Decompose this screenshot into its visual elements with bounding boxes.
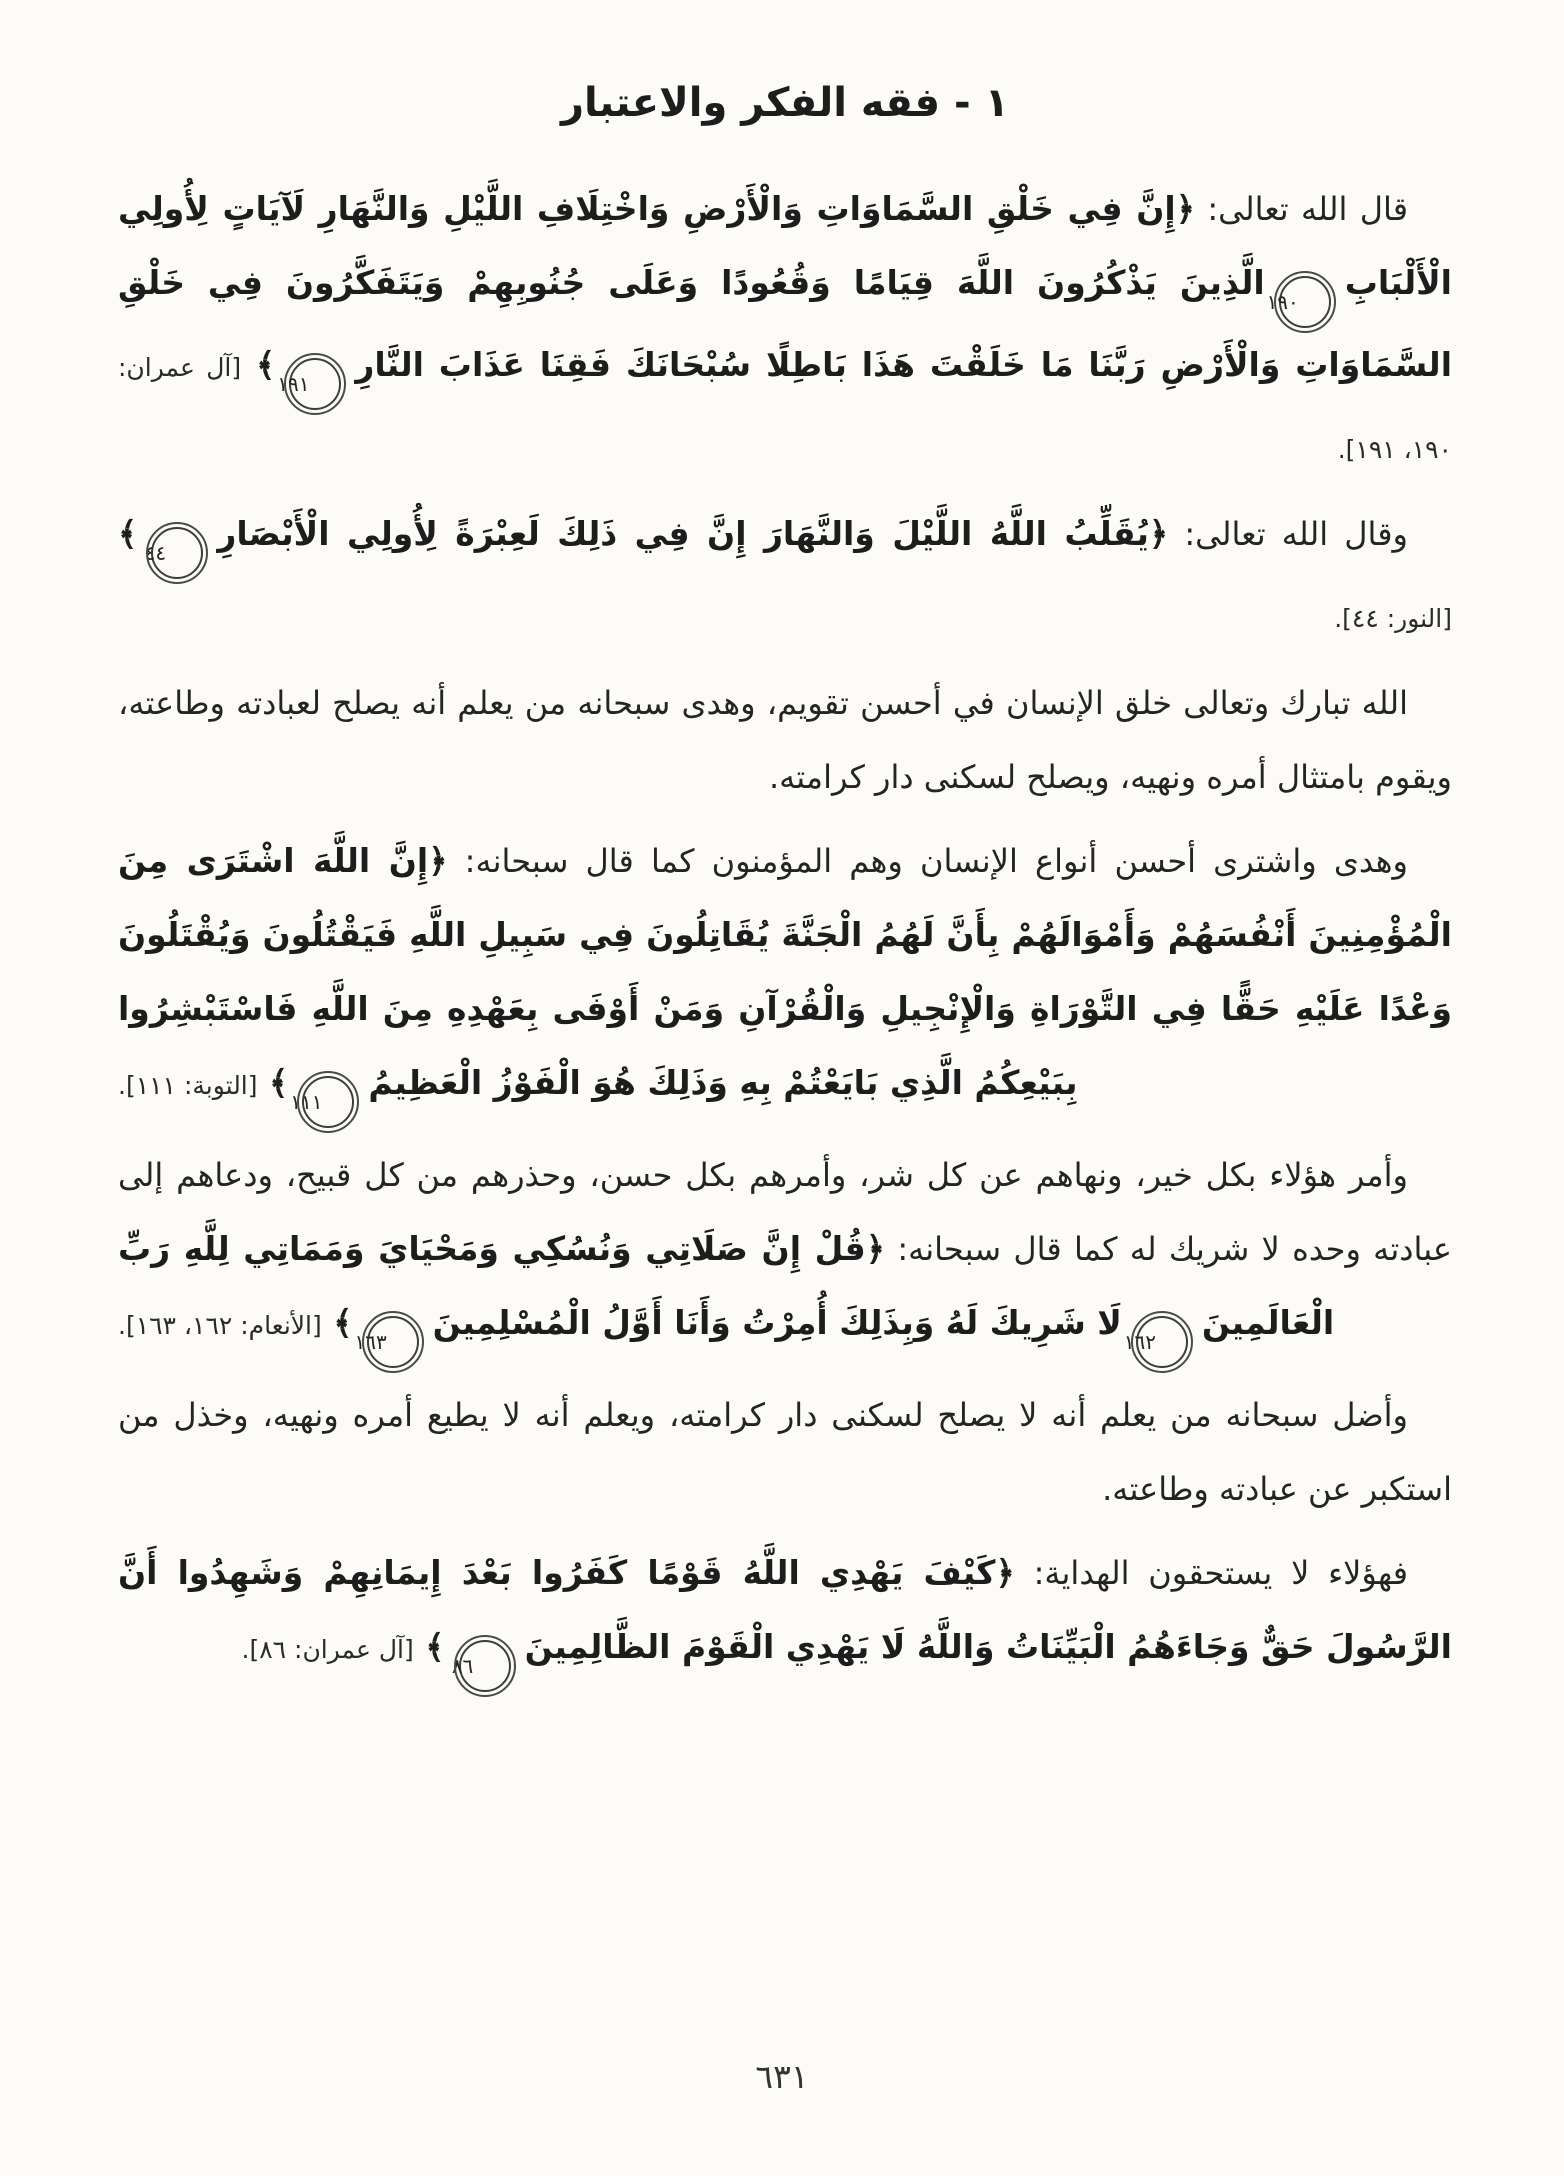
paragraph-commentary-misguidance — [118, 1378, 1452, 1526]
verse-number-badge: ١١١ — [302, 1076, 354, 1128]
quran-open-ornament: ﴿ — [1175, 189, 1196, 228]
quran-open-ornament: ﴿ — [865, 1229, 886, 1268]
quran-verse-text: قُلْ إِنَّ صَلَاتِي وَنُسُكِي وَمَحْيَايَ وَمَمَاتِي لِلَّهِ رَبِّ الْعَالَمِينَ — [118, 1229, 1335, 1342]
paragraph-quote-an-nur-44 — [118, 497, 1452, 656]
verse-number-badge: ١٩١ — [289, 358, 341, 410]
quran-verse-text: لَا شَرِيكَ لَهُ وَبِذَلِكَ أُمِرْتُ وَأَنَا أَوَّلُ الْمُسْلِمِينَ — [432, 1303, 1122, 1342]
paragraph-quote-at-tawbah-111 — [118, 824, 1452, 1128]
verse-citation: [الأنعام: ١٦٢، ١٦٣]. — [118, 1311, 322, 1340]
paragraph-quote-al-anam-162-163 — [118, 1138, 1452, 1368]
paragraph-commentary-creation — [118, 666, 1452, 814]
quran-verse-text: إِنَّ اللَّهَ اشْتَرَى مِنَ الْمُؤْمِنِينَ أَنْفُسَهُمْ وَأَمْوَالَهُمْ بِأَنَّ لَهُمُ الْجَنَّةَ يُقَاتِلُونَ فِي سَبِيلِ اللَّهِ فَيَقْتُلُونَ وَيُقْتَلُونَ وَعْدًا عَلَيْهِ حَقًّا فِي التَّوْرَاةِ وَالْإِنْجِيلِ وَالْقُرْآنِ وَمَنْ أَوْفَى بِعَهْدِهِ مِنَ اللَّهِ فَاسْتَبْشِرُوا بِبَيْعِكُمُ الَّذِي بَايَعْتُمْ بِهِ وَذَلِكَ هُوَ الْفَوْزُ الْعَظِيمُ — [118, 841, 1452, 1102]
quran-verse-text: كَيْفَ يَهْدِي اللَّهُ قَوْمًا كَفَرُوا بَعْدَ إِيمَانِهِمْ وَشَهِدُوا أَنَّ الرَّسُولَ حَقٌّ وَجَاءَهُمُ الْبَيِّنَاتُ وَاللَّهُ لَا يَهْدِي الْقَوْمَ الظَّالِمِينَ — [118, 1553, 1452, 1666]
intro-text: وهدى واشترى أحسن أنواع الإنسان وهم المؤمنون كما قال سبحانه: — [447, 842, 1409, 880]
page-title: ١ - فقه الفكر والاعتبار — [560, 80, 1009, 126]
paragraph-quote-aal-imran-190-191 — [118, 172, 1452, 487]
quran-open-ornament: ﴿ — [995, 1553, 1015, 1592]
quran-close-ornament: ﴾ — [257, 1063, 289, 1102]
verse-number-badge: ١٦٢ — [1136, 1316, 1188, 1368]
quran-open-ornament: ﴿ — [428, 841, 448, 880]
intro-text: وأمر هؤلاء بكل خير، ونهاهم عن كل شر، وأمرهم بكل حسن، وحذرهم من كل قبيح، ودعاهم إلى عبادته وحده لا شريك له كما قال سبحانه: — [118, 1156, 1452, 1268]
intro-text: قال الله تعالى: — [1195, 190, 1409, 228]
quran-verse-text: الَّذِينَ يَذْكُرُونَ اللَّهَ قِيَامًا وَقُعُودًا وَعَلَى جُنُوبِهِمْ وَيَتَفَكَّرُونَ فِي خَلْقِ السَّمَاوَاتِ وَالْأَرْضِ رَبَّنَا مَا خَلَقْتَ هَذَا بَاطِلًا سُبْحَانَكَ فَقِنَا عَذَابَ النَّارِ — [118, 263, 1453, 384]
intro-text: وقال الله تعالى: — [1168, 515, 1408, 553]
verse-number-badge: ٨٦ — [459, 1640, 511, 1692]
quran-close-ornament: ﴾ — [321, 1303, 353, 1342]
quran-close-ornament: ﴾ — [241, 345, 276, 384]
verse-citation: [النور: ٤٤]. — [1334, 604, 1452, 633]
intro-text: فهؤلاء لا يستحقون الهداية: — [1014, 1554, 1409, 1592]
commentary-text: الله تبارك وتعالى خلق الإنسان في أحسن تقويم، وهدى سبحانه من يعلم أنه يصلح لعبادته وطاعته، ويقوم بامتثال أمره ونهيه، ويصلح لسكنى دار كرامته. — [118, 684, 1452, 796]
paragraph-quote-aal-imran-86 — [118, 1536, 1452, 1692]
page-number: ٦٣١ — [755, 2057, 809, 2096]
verse-citation: [آل عمران: ١٩٠، ١٩١]. — [118, 353, 1452, 464]
quran-close-ornament: ﴾ — [413, 1627, 445, 1666]
quran-close-ornament: ﴾ — [118, 514, 138, 553]
verse-number-badge: ١٦٣ — [367, 1316, 419, 1368]
verse-citation: [التوبة: ١١١]. — [118, 1071, 258, 1100]
verse-citation: [آل عمران: ٨٦]. — [241, 1635, 414, 1664]
quran-verse-text: يُقَلِّبُ اللَّهُ اللَّيْلَ وَالنَّهَارَ إِنَّ فِي ذَلِكَ لَعِبْرَةً لِأُولِي الْأَبْصَارِ — [217, 514, 1149, 553]
quran-open-ornament: ﴿ — [1148, 514, 1169, 553]
quran-verse-text: إِنَّ فِي خَلْقِ السَّمَاوَاتِ وَالْأَرْضِ وَاخْتِلَافِ اللَّيْلِ وَالنَّهَارِ لَآيَاتٍ لِأُولِي الْأَلْبَابِ — [118, 189, 1452, 302]
verse-number-badge: ١٩٠ — [1279, 276, 1331, 328]
commentary-text: وأضل سبحانه من يعلم أنه لا يصلح لسكنى دار كرامته، ويعلم أنه لا يطيع أمره ونهيه، وخذل من استكبر عن عبادته وطاعته. — [118, 1396, 1452, 1508]
verse-number-badge: ٤٤ — [151, 527, 203, 579]
